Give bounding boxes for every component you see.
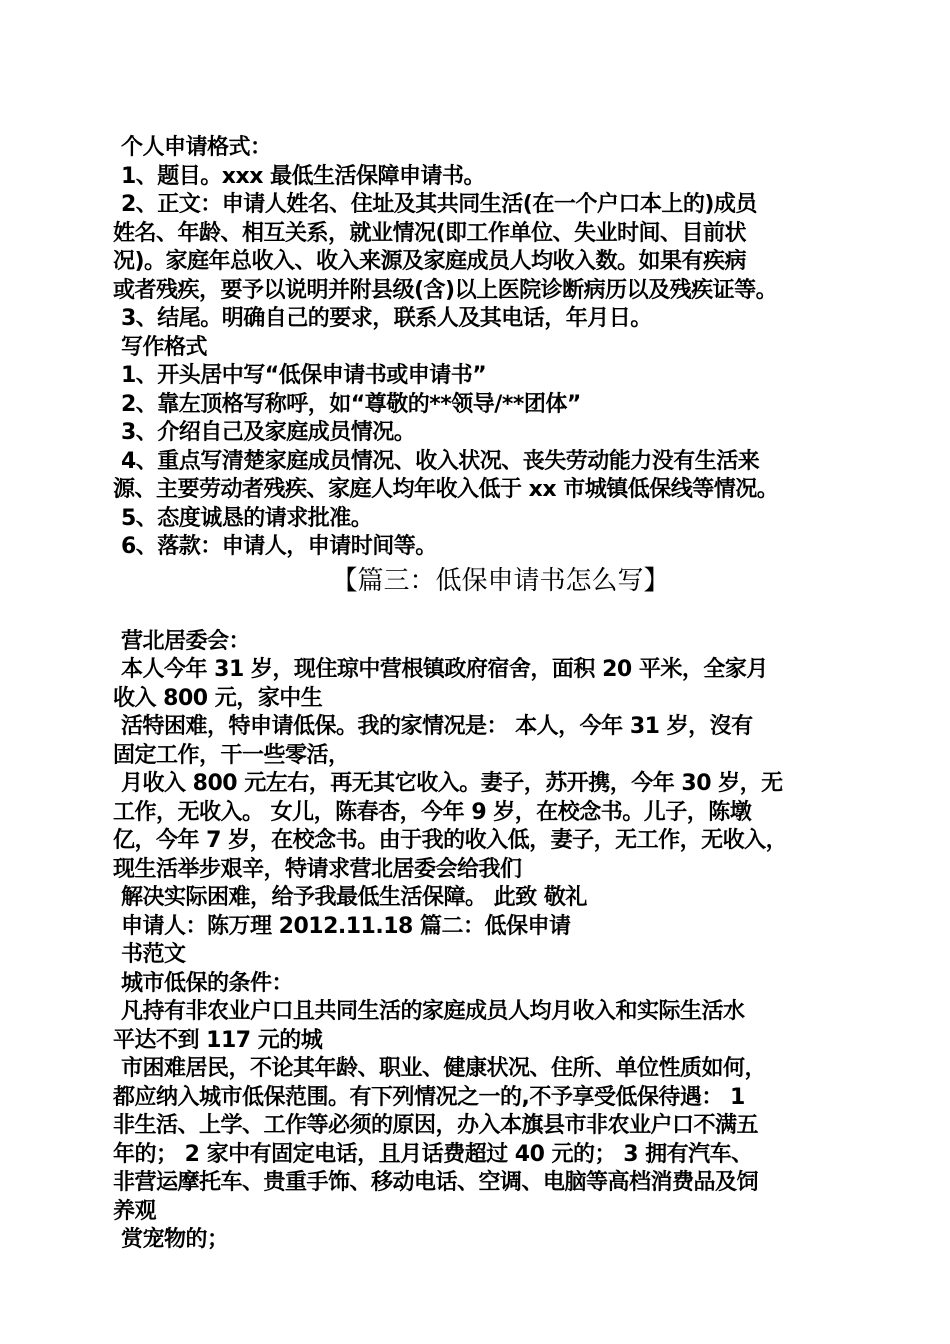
paragraph-line: 现生活举步艰辛，特请求营北居委会给我们 [113, 856, 522, 882]
document-body [113, 134, 848, 1255]
section-application-format [113, 134, 848, 562]
letter-signature: 申请人：陈万理 2012.11.18 篇二：低保申请 [121, 913, 571, 939]
paragraph-line: 工作，无收入。 女儿，陈春杏，今年 9 岁，在校念书。儿子，陈墩 [113, 799, 752, 825]
paragraph-line: 4、重点写清楚家庭成员情况、收入状况、丧失劳动能力没有生活来 [121, 448, 760, 474]
paragraph-line: 或者残疾，要予以说明并附县级(含)以上医院诊断病历以及残疾证等。 [113, 277, 778, 303]
paragraph-line: 活特困难，特申请低保。我的家情况是： 本人，今年 31 岁，沒有 [121, 714, 753, 739]
section-title: 【篇三：低保申请书怎么写】 [331, 565, 670, 596]
paragraph-line: 固定工作，干一些零活， [113, 742, 350, 768]
paragraph-line: 6、落款：申请人，申请时间等。 [121, 534, 437, 559]
paragraph-line: 解决实际困难，给予我最低生活保障。 此致 敬礼 [121, 885, 587, 910]
paragraph-line: 赏宠物的； [121, 1227, 229, 1252]
paragraph-line: 养观 [113, 1198, 157, 1224]
paragraph-line: 1、题目。xxx 最低生活保障申请书。 [121, 163, 486, 189]
paragraph-line: 3、介绍自己及家庭成员情况。 [121, 420, 416, 445]
paragraph-line: 本人今年 31 岁，现住琼中营根镇政府宿舍，面积 20 平米，全家月 [121, 657, 768, 682]
heading-city-conditions: 城市低保的条件： [121, 970, 294, 996]
paragraph-line: 收入 800 元，家中生 [113, 685, 323, 711]
paragraph-line: 2、靠左顶格写称呼，如“尊敬的**领导/**团体” [121, 391, 581, 417]
paragraph-line: 都应纳入城市低保范围。有下列情况之一的,不予享受低保待遇： 1 [113, 1084, 745, 1110]
paragraph-line: 2、正文：申请人姓名、住址及其共同生活(在一个户口本上的)成员 [121, 192, 757, 217]
paragraph-line: 源、主要劳动者残疾、家庭人均年收入低于 xx 市城镇低保线等情况。 [113, 477, 779, 502]
paragraph-line: 平达不到 117 元的城 [113, 1027, 323, 1053]
letter-salutation: 营北居委会： [121, 628, 251, 654]
paragraph-line: 1、开头居中写“低保申请书或申请书” [121, 363, 487, 388]
paragraph-line: 5、态度诚恳的请求批准。 [121, 505, 373, 531]
paragraph-line: 书范文 [121, 942, 186, 967]
paragraph-line: 年的； 2 家中有固定电话，且月话费超过 40 元的； 3 拥有汽车、 [113, 1141, 753, 1167]
paragraph-line: 凡持有非农业户口且共同生活的家庭成员人均月收入和实际生活水 [121, 999, 745, 1024]
paragraph-line: 况)。家庭年总收入、收入来源及家庭成员人均收入数。如果有疾病 [113, 249, 747, 274]
paragraph-line: 非营运摩托车、贵重手饰、移动电话、空调、电脑等高档消费品及饲 [113, 1170, 759, 1195]
paragraph-line: 月收入 800 元左右，再无其它收入。妻子，苏开携，今年 30 岁，无 [121, 771, 783, 796]
paragraph-line: 市困难居民，不论其年龄、职业、健康状况、住所、单位性质如何， [121, 1056, 767, 1081]
heading-writing-format: 写作格式 [121, 334, 208, 360]
section-sample-letter [113, 628, 848, 1255]
heading-personal-format: 个人申请格式： [121, 135, 272, 160]
paragraph-line: 3、结尾。明确自己的要求，联系人及其电话，年月日。 [121, 306, 652, 331]
paragraph-line: 非生活、上学、工作等必须的原因，办入本旗县市非农业户口不满五 [113, 1113, 759, 1138]
paragraph-line: 亿，今年 7 岁，在校念书。由于我的收入低，妻子，无工作，无收入， [113, 828, 788, 853]
paragraph-line: 姓名、年龄、相互关系，就业情况(即工作单位、失业时间、目前状 [113, 220, 747, 246]
